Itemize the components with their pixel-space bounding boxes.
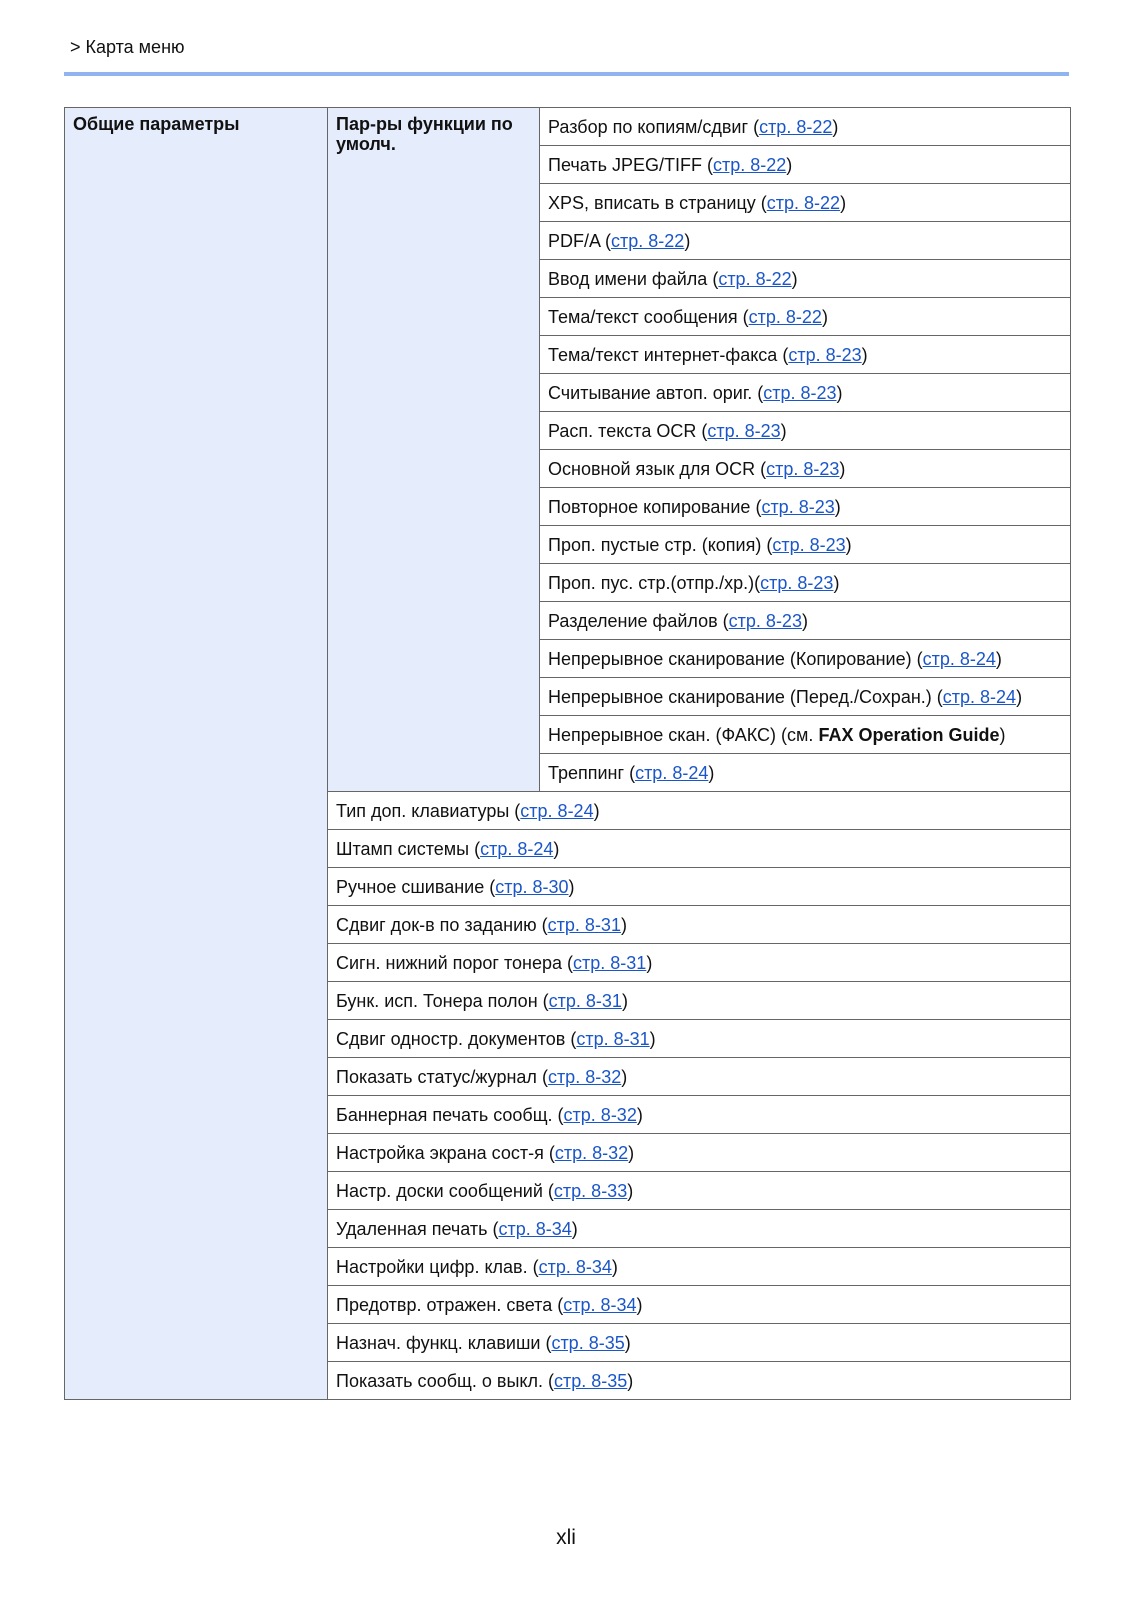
page-reference-link[interactable]: стр. 8-33 bbox=[553, 1180, 628, 1201]
menu-item-label: Считывание автоп. ориг. bbox=[548, 382, 753, 403]
page-reference-link[interactable]: стр. 8-23 bbox=[772, 534, 846, 555]
page-reference-link[interactable]: стр. 8-22 bbox=[611, 230, 685, 251]
page-reference-link[interactable]: стр. 8-31 bbox=[573, 952, 647, 973]
subsection-title: Пар-ры функции по умолч. bbox=[328, 108, 540, 792]
page-reference-link[interactable]: стр. 8-24 bbox=[635, 762, 709, 783]
menu-item-label: Непрерывное сканирование (Копирование) bbox=[548, 648, 912, 669]
menu-item-label: Тип доп. клавиатуры bbox=[336, 800, 510, 821]
page-reference-link[interactable]: стр. 8-32 bbox=[554, 1142, 629, 1163]
menu-item-label: Штамп системы bbox=[336, 838, 470, 859]
page-reference-link[interactable]: стр. 8-34 bbox=[498, 1218, 572, 1239]
menu-item-label: Повторное копирование bbox=[548, 496, 751, 517]
page-reference-link[interactable]: стр. 8-23 bbox=[761, 496, 835, 517]
page-reference-link[interactable]: стр. 8-23 bbox=[788, 344, 862, 365]
page-reference-link[interactable]: стр. 8-35 bbox=[551, 1332, 625, 1353]
menu-item-label: PDF/A bbox=[548, 230, 601, 251]
menu-item-cell: Удаленная печать (стр. 8-34) bbox=[328, 1210, 1071, 1248]
menu-item-label: Тема/текст интернет-факса bbox=[548, 344, 778, 365]
page-reference-link[interactable]: стр. 8-24 bbox=[480, 838, 554, 859]
menu-item-label: Ввод имени файла bbox=[548, 268, 708, 289]
menu-item-label: XPS, вписать в страницу bbox=[548, 192, 756, 213]
menu-item-label: Тема/текст сообщения bbox=[548, 306, 738, 327]
menu-item-label: Баннерная печать сообщ. bbox=[336, 1104, 553, 1125]
page-reference-link[interactable]: стр. 8-23 bbox=[728, 610, 802, 631]
menu-item-cell: Настр. доски сообщений (стр. 8-33) bbox=[328, 1172, 1071, 1210]
menu-item-cell: Проп. пустые стр. (копия) (стр. 8-23) bbox=[540, 526, 1071, 564]
menu-item-label: Удаленная печать bbox=[336, 1218, 488, 1239]
page-reference-link[interactable]: стр. 8-22 bbox=[712, 154, 787, 175]
page-reference-link[interactable]: стр. 8-32 bbox=[547, 1066, 622, 1087]
menu-item-label: Предотвр. отражен. света bbox=[336, 1294, 553, 1315]
menu-item-cell: Настройка экрана сост-я (стр. 8-32) bbox=[328, 1134, 1071, 1172]
menu-item-cell: Повторное копирование (стр. 8-23) bbox=[540, 488, 1071, 526]
page-reference-link[interactable]: стр. 8-34 bbox=[563, 1294, 637, 1315]
menu-item-label: Проп. пус. стр.(отпр./хр.) bbox=[548, 572, 755, 593]
page-reference-link[interactable]: стр. 8-24 bbox=[922, 648, 996, 669]
page-reference-link[interactable]: стр. 8-31 bbox=[576, 1028, 650, 1049]
menu-item-cell: Считывание автоп. ориг. (стр. 8-23) bbox=[540, 374, 1071, 412]
page-reference-link[interactable]: стр. 8-22 bbox=[766, 192, 841, 213]
page-reference-link[interactable]: стр. 8-31 bbox=[548, 990, 622, 1011]
table-row bbox=[65, 108, 1071, 146]
menu-item-cell: Непрерывное сканирование (Копирование) (стр. 8-24) bbox=[540, 640, 1071, 678]
menu-item-label: Расп. текста OCR bbox=[548, 420, 697, 441]
page-reference-link[interactable]: стр. 8-22 bbox=[759, 116, 833, 137]
menu-item-cell: Проп. пус. стр.(отпр./хр.)(стр. 8-23) bbox=[540, 564, 1071, 602]
page-reference-link[interactable]: стр. 8-22 bbox=[748, 306, 822, 327]
menu-item-cell: PDF/A (стр. 8-22) bbox=[540, 222, 1071, 260]
menu-item-label: Назнач. функц. клавиши bbox=[336, 1332, 541, 1353]
page-reference-link[interactable]: стр. 8-34 bbox=[538, 1256, 612, 1277]
menu-item-cell: Бунк. исп. Тонера полон (стр. 8-31) bbox=[328, 982, 1071, 1020]
menu-item-cell: Предотвр. отражен. света (стр. 8-34) bbox=[328, 1286, 1071, 1324]
menu-item-cell: Печать JPEG/TIFF (стр. 8-22) bbox=[540, 146, 1071, 184]
guide-reference: FAX Operation Guide bbox=[818, 724, 1000, 745]
page-reference-link[interactable]: стр. 8-30 bbox=[495, 876, 569, 897]
menu-map-table bbox=[64, 107, 1071, 1400]
menu-item-label: Сдвиг док-в по заданию bbox=[336, 914, 537, 935]
menu-item-cell: Тема/текст интернет-факса (стр. 8-23) bbox=[540, 336, 1071, 374]
menu-item-cell: Ручное сшивание (стр. 8-30) bbox=[328, 868, 1071, 906]
menu-item-cell: Непрерывное скан. (ФАКС) (см. FAX Operation Guide) bbox=[540, 716, 1071, 754]
menu-item-label: Треппинг bbox=[548, 762, 625, 783]
header-rule bbox=[64, 72, 1069, 76]
menu-item-cell: Расп. текста OCR (стр. 8-23) bbox=[540, 412, 1071, 450]
page-reference-link[interactable]: стр. 8-23 bbox=[763, 382, 837, 403]
page-reference-link[interactable]: стр. 8-23 bbox=[760, 572, 834, 593]
menu-item-cell: Сдвиг док-в по заданию (стр. 8-31) bbox=[328, 906, 1071, 944]
breadcrumb: > Карта меню bbox=[70, 37, 185, 57]
page-reference-link[interactable]: стр. 8-24 bbox=[942, 686, 1017, 707]
menu-item-label: Сдвиг одностр. документов bbox=[336, 1028, 566, 1049]
menu-item-label: Ручное сшивание bbox=[336, 876, 485, 897]
menu-item-label: Основной язык для OCR bbox=[548, 458, 756, 479]
menu-item-label: Непрерывное сканирование (Перед./Сохран.) bbox=[548, 686, 932, 707]
menu-item-label: Показать сообщ. о выкл. bbox=[336, 1370, 543, 1391]
menu-item-cell: Ввод имени файла (стр. 8-22) bbox=[540, 260, 1071, 298]
page-reference-link[interactable]: стр. 8-23 bbox=[707, 420, 781, 441]
menu-item-cell: Штамп системы (стр. 8-24) bbox=[328, 830, 1071, 868]
menu-item-cell: Назнач. функц. клавиши (стр. 8-35) bbox=[328, 1324, 1071, 1362]
menu-item-cell: Непрерывное сканирование (Перед./Сохран.) (стр. 8-24) bbox=[540, 678, 1071, 716]
menu-item-label: Непрерывное скан. (ФАКС) (см. bbox=[548, 724, 814, 745]
page-reference-link[interactable]: стр. 8-35 bbox=[553, 1370, 628, 1391]
menu-item-cell: Разбор по копиям/сдвиг (стр. 8-22) bbox=[540, 108, 1071, 146]
menu-item-label: Разделение файлов bbox=[548, 610, 718, 631]
menu-item-cell: Тема/текст сообщения (стр. 8-22) bbox=[540, 298, 1071, 336]
menu-item-label: Печать JPEG/TIFF bbox=[548, 154, 702, 175]
page-reference-link[interactable]: стр. 8-22 bbox=[718, 268, 792, 289]
menu-item-cell: XPS, вписать в страницу (стр. 8-22) bbox=[540, 184, 1071, 222]
menu-item-cell: Треппинг (стр. 8-24) bbox=[540, 754, 1071, 792]
menu-item-label: Настройка экрана сост-я bbox=[336, 1142, 544, 1163]
menu-item-cell: Тип доп. клавиатуры (стр. 8-24) bbox=[328, 792, 1071, 830]
page-reference-link[interactable]: стр. 8-31 bbox=[547, 914, 621, 935]
menu-item-label: Сигн. нижний порог тонера bbox=[336, 952, 563, 973]
menu-item-cell: Показать статус/журнал (стр. 8-32) bbox=[328, 1058, 1071, 1096]
menu-item-label: Бунк. исп. Тонера полон bbox=[336, 990, 538, 1011]
menu-item-label: Настройки цифр. клав. bbox=[336, 1256, 528, 1277]
page-number: xli bbox=[556, 1526, 576, 1549]
menu-item-cell: Сигн. нижний порог тонера (стр. 8-31) bbox=[328, 944, 1071, 982]
menu-item-cell: Показать сообщ. о выкл. (стр. 8-35) bbox=[328, 1362, 1071, 1400]
section-title: Общие параметры bbox=[65, 108, 328, 1400]
menu-item-cell: Баннерная печать сообщ. (стр. 8-32) bbox=[328, 1096, 1071, 1134]
menu-item-label: Разбор по копиям/сдвиг bbox=[548, 116, 749, 137]
page-reference-link[interactable]: стр. 8-32 bbox=[563, 1104, 637, 1125]
menu-item-cell: Сдвиг одностр. документов (стр. 8-31) bbox=[328, 1020, 1071, 1058]
menu-item-cell: Разделение файлов (стр. 8-23) bbox=[540, 602, 1071, 640]
menu-item-label: Настр. доски сообщений bbox=[336, 1180, 543, 1201]
page-reference-link[interactable]: стр. 8-24 bbox=[520, 800, 594, 821]
menu-item-cell: Настройки цифр. клав. (стр. 8-34) bbox=[328, 1248, 1071, 1286]
menu-item-cell: Основной язык для OCR (стр. 8-23) bbox=[540, 450, 1071, 488]
menu-item-label: Проп. пустые стр. (копия) bbox=[548, 534, 762, 555]
page-reference-link[interactable]: стр. 8-23 bbox=[766, 458, 840, 479]
menu-item-label: Показать статус/журнал bbox=[336, 1066, 537, 1087]
